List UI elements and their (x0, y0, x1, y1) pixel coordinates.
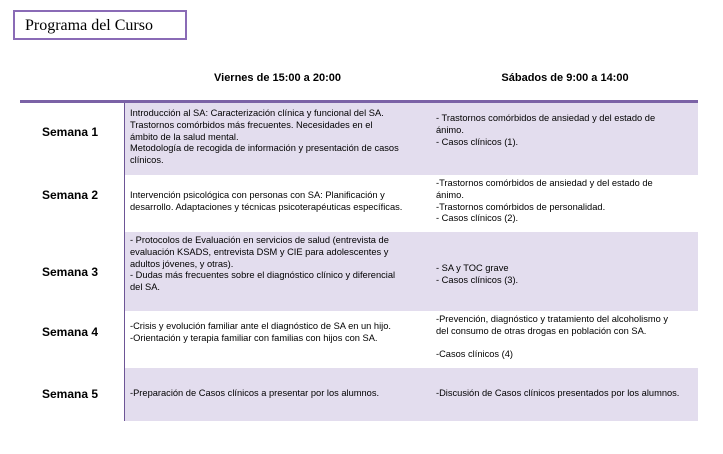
schedule-row-semana-4 (20, 311, 698, 368)
cell-line: del SA. (130, 282, 160, 293)
cell-line: evaluación KSADS, entrevista DSM y CIE para adolescentes y (130, 246, 389, 257)
cell-line: - Casos clínicos (2). (436, 213, 519, 224)
cell-line: - Trastornos comórbidos de ansiedad y del estado de (436, 113, 656, 123)
cell-line: - Casos clínicos (3). (436, 274, 519, 285)
cell-line: ánimo. (436, 124, 464, 135)
sabados-cell (436, 113, 698, 148)
cell-line: -Trastornos comórbidos de ansiedad y del estado de (436, 178, 653, 188)
week-label: Semana 2 (41, 188, 99, 202)
cell-line: -Prevención, diagnóstico y tratamiento del alcoholismo y (436, 314, 669, 324)
cell-line: ámbito de la salud mental. (130, 131, 239, 142)
sabados-cell (436, 314, 698, 361)
viernes-cell (130, 190, 426, 214)
week-label: Semana 5 (41, 387, 99, 401)
viernes-cell (130, 321, 426, 345)
schedule-row-semana-3 (20, 232, 698, 311)
schedule-row-semana-1 (20, 103, 698, 175)
cell-line: - SA y TOC grave (436, 263, 509, 273)
cell-line: - Dudas más frecuentes sobre el diagnóstico clínico y diferencial (130, 270, 396, 281)
week-label: Semana 3 (41, 265, 99, 279)
cell-line: del consumo de otras drogas en población con SA. (436, 325, 647, 336)
cell-line: Introducción al SA: Caracterización clínica y funcional del SA. (130, 108, 384, 118)
schedule-row-semana-2 (20, 175, 698, 232)
sabados-cell (436, 263, 698, 287)
cell-line: -Casos clínicos (4) (436, 349, 513, 360)
page-title: Programa del Curso (25, 17, 153, 34)
week-label: Semana 4 (41, 325, 99, 339)
cell-line: Metodología de recogida de información y presentación de casos (130, 143, 399, 154)
column-header-viernes: Viernes de 15:00 a 20:00 (214, 72, 341, 84)
cell-line: -Crisis y evolución familiar ante el diagnóstico de SA en un hijo. (130, 321, 391, 331)
column-header-sabados: Sábados de 9:00 a 14:00 (501, 72, 629, 84)
viernes-cell (130, 235, 426, 294)
cell-line: desarrollo. Adaptaciones y técnicas psicoterapéuticas específicas. (130, 201, 403, 212)
cell-line: -Discusión de Casos clínicos presentados por los alumnos. (436, 388, 680, 398)
viernes-cell (130, 108, 426, 167)
column-divider (124, 103, 125, 421)
schedule-row-semana-5 (20, 368, 698, 421)
cell-line: Trastornos comórbidos más frecuentes. Necesidades en el (130, 119, 373, 130)
title-box (13, 10, 187, 40)
cell-line: -Preparación de Casos clínicos a presentar por los alumnos. (130, 388, 380, 398)
sabados-cell (436, 388, 698, 400)
cell-line: -Trastornos comórbidos de personalidad. (436, 201, 606, 212)
cell-line: - Casos clínicos (1). (436, 136, 519, 147)
cell-line: clínicos. (130, 155, 164, 166)
sabados-cell (436, 178, 698, 225)
viernes-cell (130, 388, 426, 400)
cell-line: Intervención psicológica con personas con SA: Planificación y (130, 190, 385, 200)
cell-line: adultos jóvenes, y otras). (130, 258, 234, 269)
cell-line: -Orientación y terapia familiar con familias con hijos con SA. (130, 332, 378, 343)
cell-line (436, 338, 698, 350)
week-label: Semana 1 (41, 125, 99, 139)
cell-line: ánimo. (436, 189, 464, 200)
cell-line: - Protocolos de Evaluación en servicios de salud (entrevista de (130, 235, 389, 245)
